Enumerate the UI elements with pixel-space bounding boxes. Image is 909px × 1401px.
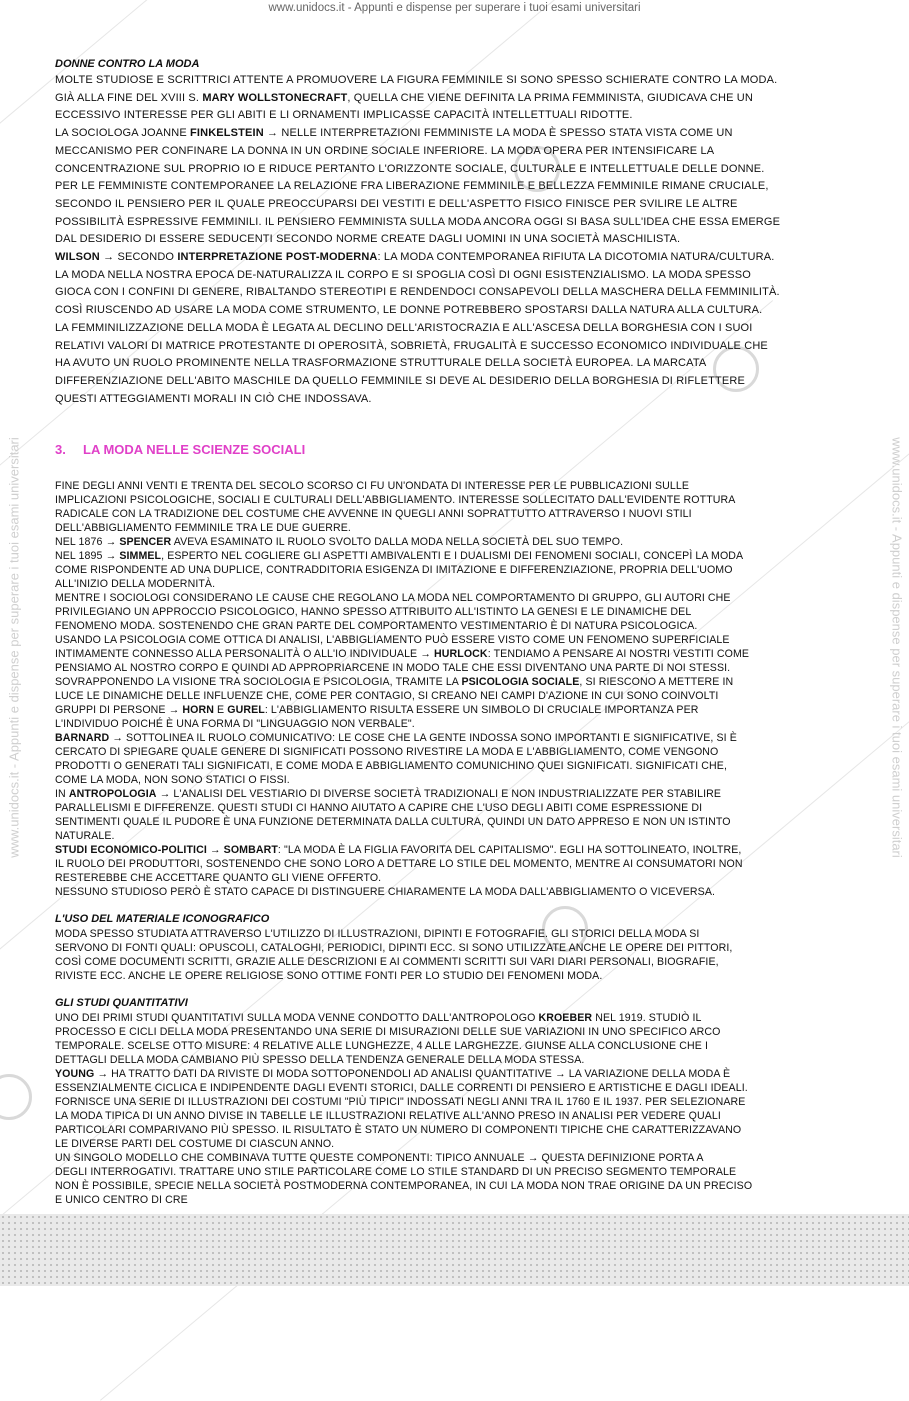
text-line: YOUNG → HA TRATTO DATI DA RIVISTE DI MODA SOTTOPONENDOLI AD ANALISI QUANTITATIVE → LA VARIAZIONE DELLA MODA È: [55, 1068, 731, 1081]
text-line: POSSIBILITÀ ESPRESSIVE FEMMINILI. IL PENSIERO FEMMINISTA SULLA MODA ANCORA OGGI SI BASA SULL'IDEA CHE ESSA EMERGE: [55, 215, 781, 228]
text-line: NON È POSSIBILE, SPECIE NELLA SOCIETÀ POSTMODERNA CONTEMPORANEA, IN CUI LA MODA NON TRAE ORIGINE DA UN PRECISO: [55, 1180, 753, 1193]
chapter-number: 3.: [55, 442, 66, 458]
text-line: NESSUNO STUDIOSO PERÒ È STATO CAPACE DI DISTINGUERE CHIARAMENTE LA MODA DALL'ABBIGLIAMENTO O VICEVERSA.: [55, 886, 716, 899]
text-line: RADICALE CON LA TRADIZIONE DEL COSTUME CHE AVVENNE IN QUEGLI ANNI SOPRATTUTTO ATTRAVERSO I NUOVI STILI: [55, 508, 692, 521]
text-line: UNO DEI PRIMI STUDI QUANTITATIVI SULLA MODA VENNE CONDOTTO DALL'ANTROPOLOGO KROEBER NEL 1919. STUDIÒ IL: [55, 1012, 702, 1025]
text-line: HA AVUTO UN RUOLO PROMINENTE NELLA TRASFORMAZIONE STRUTTURALE DELLA SOCIETÀ EUROPEA. LA MARCATA: [55, 357, 707, 370]
text-line: SERVONO DI FONTI QUALI: OPUSCOLI, CATALOGHI, PERIODICI, DIPINTI ECC. SI SONO UTILIZZATE ANCHE LE OPERE DEI PITTORI,: [55, 942, 733, 955]
text-line: PRODOTTI O GENERATI TALI SIGNIFICATI, E COME MODA E ABBIGLIAMENTO COMUNICHINO QUEI SIGNIFICATI. SIGNIFICATI CHE,: [55, 760, 728, 773]
section-iconografico-paragraph: [55, 927, 855, 983]
text-line: ECCESSIVO INTERESSE PER GLI ABITI E LI ORNAMENTI IMPLICASSE CAPACITÀ INTELLETTUALI RIDOTTE.: [55, 109, 633, 122]
text-line: ALL'INIZIO DELLA MODERNITÀ.: [55, 578, 216, 591]
watermark-left-side: www.unidocs.it - Appunti e dispense per superare i tuoi esami universitari: [6, 437, 22, 858]
text-line: COME LA MODA, NON SONO STATICI O FISSI.: [55, 774, 290, 787]
text-line: E UNICO CENTRO DI CRE: [55, 1194, 188, 1207]
text-line: PARTICOLARI COMPARIVANO PIÙ SPESSO. IL RISULTATO È STATO UN NUMERO DI COMPONENTI TIPICHE CHE CARATTERIZZAVANO: [55, 1124, 742, 1137]
watermark-right-side: www.unidocs.it - Appunti e dispense per superare i tuoi esami universitari: [889, 437, 905, 858]
text-line: COSÌ COME DOCUMENTI SCRITTI, GRAZIE ALLE DESCRIZIONI E AI COMMENTI SCRITTI SUI VARI DIARI PERSONALI, BIOGRAFIE,: [55, 956, 719, 969]
text-line: COSÌ RIUSCENDO AD USARE LA MODA COME STRUMENTO, LE DONNE POTREBBERO SPOSTARSI DALLA NATURA ALLA CULTURA.: [55, 304, 763, 317]
text-line: PER LE FEMMINISTE CONTEMPORANEE LA RELAZIONE FRA LIBERAZIONE FEMMINILE E BELLEZZA FEMMINILE RIMANE CRUCIALE,: [55, 180, 769, 193]
text-line: USANDO LA PSICOLOGIA COME OTTICA DI ANALISI, L'ABBIGLIAMENTO PUÒ ESSERE VISTO COME UN FENOMENO SUPERFICIALE: [55, 634, 730, 647]
text-line: STUDI ECONOMICO-POLITICI → SOMBART: "LA MODA È LA FIGLIA FAVORITA DEL CAPITALISMO". EGLI HA SOTTOLINEATO, INOLTRE,: [55, 844, 742, 857]
text-line: DIFFERENZIAZIONE DELL'ABITO MASCHILE DA QUELLO FEMMINILE SI DEVE AL DESIDERIO DELLA BORGHESIA DI RIFLETTERE: [55, 374, 745, 387]
text-line: GIOCA CON I CONFINI DI GENERE, RIBALTANDO STEREOTIPI E RENDENDOCI CONSAPEVOLI DELLA MASCHERA DELLA FEMMINILITÀ.: [55, 286, 780, 299]
text-line: MODA SPESSO STUDIATA ATTRAVERSO L'UTILIZZO DI ILLUSTRAZIONI, DIPINTI E FOTOGRAFIE. GLI STORICI DELLA MODA SI: [55, 928, 700, 941]
text-line: NATURALE.: [55, 830, 115, 843]
text-line: RIVISTE ECC. ANCHE LE OPERE RELIGIOSE SONO OTTIME FONTI PER LO STUDIO DEI FENOMENI MODA.: [55, 970, 603, 983]
text-line: LA MODA NELLA NOSTRA EPOCA DE-NATURALIZZA IL CORPO E SI SPOGLIA COSÌ DI OGNI ESISTENZIALISMO. LA MODA SPESSO: [55, 268, 751, 281]
section-title-quantitativi: GLI STUDI QUANTITATIVI: [55, 997, 188, 1010]
text-line: FORNISCE UNA SERIE DI ILLUSTRAZIONI DEI COSTUMI "PIÙ TIPICI" INDOSSATI NEGLI ANNI TRA IL 1760 E IL 1937. PER SELEZIONARE: [55, 1096, 746, 1109]
text-line: IN ANTROPOLOGIA → L'ANALISI DEL VESTIARIO DI DIVERSE SOCIETÀ TRADIZIONALI E NON INDUSTRIALIZZATE PER STABILIRE: [55, 788, 722, 801]
text-line: SECONDO IL PENSIERO PER IL QUALE PREOCCUPARSI DEI VESTITI E DELL'ASPETTO FISICO FINISCE PER SVILIRE LE ALTRE: [55, 197, 738, 210]
text-line: GRUPPI DI PERSONE → HORN E GUREL: L'ABBIGLIAMENTO RISULTA ESSERE UN SIMBOLO DI CRUCIALE IMPORTANZA PER: [55, 704, 699, 717]
chapter-title: LA MODA NELLE SCIENZE SOCIALI: [83, 442, 306, 458]
text-line: PROCESSO E CICLI DELLA MODA PRESENTANDO UNA SERIE DI MISURAZIONI DELLE SUE VARIAZIONI IN UNO SPECIFICO ARCO: [55, 1026, 721, 1039]
text-line: FINE DEGLI ANNI VENTI E TRENTA DEL SECOLO SCORSO CI FU UN'ONDATA DI INTERESSE PER LE PUBBLICAZIONI SULLE: [55, 480, 690, 493]
text-line: INTIMAMENTE CONNESSO ALLA PERSONALITÀ O ALL'IO INDIVIDUALE → HURLOCK: TENDIAMO A PENSARE AI NOSTRI VESTITI COME: [55, 648, 750, 661]
text-line: WILSON → SECONDO INTERPRETAZIONE POST-MODERNA: LA MODA CONTEMPORANEA RIFIUTA LA DICOTOMIA NATURA/CULTURA.: [55, 251, 775, 264]
text-line: BARNARD → SOTTOLINEA IL RUOLO COMUNICATIVO: LE COSE CHE LA GENTE INDOSSA SONO IMPORTANTI E SIGNIFICATIVE, SI È: [55, 732, 737, 745]
text-line: PRIVILEGIANO UN APPROCCIO PSICOLOGICO, HANNO SPESSO ATTRIBUITO ALL'ISTINTO LA GENESI E LE DINAMICHE DEL: [55, 606, 692, 619]
text-line: LA SOCIOLOGA JOANNE FINKELSTEIN → NELLE INTERPRETAZIONI FEMMINISTE LA MODA È SPESSO STATA VISTA COME UN: [55, 127, 733, 140]
text-line: QUESTI ATTEGGIAMENTI MORALI IN CIÒ CHE INDOSSAVA.: [55, 392, 372, 405]
text-line: NEL 1876 → SPENCER AVEVA ESAMINATO IL RUOLO SVOLTO DALLA MODA NELLA SOCIETÀ DEL SUO TEMPO.: [55, 536, 624, 549]
text-line: LA FEMMINILIZZAZIONE DELLA MODA È LEGATA AL DECLINO DELL'ARISTOCRAZIA E ALL'ASCESA DELLA BORGHESIA CON I SUOI: [55, 321, 753, 334]
document-body: [55, 58, 855, 1207]
text-line: ESSENZIALMENTE CICLICA E INDIPENDENTE DAGLI EVENTI STORICI, DALLE CORRENTI DI PENSIERO E ARTISTICHE E DAGLI IDEALI.: [55, 1082, 748, 1095]
text-line: IMPLICAZIONI PSICOLOGICHE, SOCIALI E CULTURALI DELL'ABBIGLIAMENTO. INTERESSE SOLLECITATO DALL'EVIDENTE ROTTURA: [55, 494, 736, 507]
text-line: IL RUOLO DEI PRODUTTORI, SOSTENENDO CHE SONO LORO A DETTARE LO STILE DEL MOMENTO, MENTRE AI CONSUMATORI NON: [55, 858, 743, 871]
text-line: DETTAGLI DELLA MODA CAMBIANO PIÙ SPESSO DELLA TENDENZA GENERALE DELLA MODA STESSA.: [55, 1054, 585, 1067]
chapter-heading: [55, 442, 855, 457]
section-quantitativi-paragraph: [55, 1011, 855, 1207]
text-line: LA MODA TIPICA DI UN ANNO DIVISE IN TABELLE LE ILLUSTRAZIONI RELATIVE ALL'ANNO PRESO IN ANALISI PER VEDERE QUALI: [55, 1110, 721, 1123]
text-line: MENTRE I SOCIOLOGI CONSIDERANO LE CAUSE CHE REGOLANO LA MODA NEL COMPORTAMENTO DI GRUPPO, GLI AUTORI CHE: [55, 592, 731, 605]
section-scienze-paragraph: [55, 479, 855, 899]
text-line: NEL 1895 → SIMMEL, ESPERTO NEL COGLIERE GLI ASPETTI AMBIVALENTI E I DUALISMI DEI FENOMENI SOCIALI, CONCEPÌ LA MODA: [55, 550, 744, 563]
text-line: DEGLI INTERROGATIVI. TRATTARE UNO STILE PARTICOLARE COME LO STILE STANDARD DI UN PRECISO SEGMENTO TEMPORALE: [55, 1166, 737, 1179]
section-title-donne: DONNE CONTRO LA MODA: [55, 58, 200, 70]
text-line: UN SINGOLO MODELLO CHE COMBINAVA TUTTE QUESTE COMPONENTI: TIPICO ANNUALE → QUESTA DEFINIZIONE PORTA A: [55, 1152, 704, 1165]
text-line: RELATIVI VALORI DI MATRICE PROTESTANTE DI OPEROSITÀ, SOBRIETÀ, FRUGALITÀ E SUCCESSO ECONOMICO INDIVIDUALE CHE: [55, 339, 768, 352]
text-line: TEMPORALE. SCELSE OTTO MISURE: 4 RELATIVE ALLE LUNGHEZZE, 4 ALLE LARGHEZZE. GIUNSE ALLA CONCLUSIONE CHE I: [55, 1040, 708, 1053]
text-line: COME RISPONDENTE AD UNA DUPLICE, CONTRADDITORIA ESIGENZA DI IMITAZIONE E DIFFERENZIAZIONE, PROPRIA DELL'UOMO: [55, 564, 733, 577]
text-line: MOLTE STUDIOSE E SCRITTRICI ATTENTE A PROMUOVERE LA FIGURA FEMMINILE SI SONO SPESSO SCHIERATE CONTRO LA MODA.: [55, 74, 778, 86]
text-line: SENTIMENTI QUALE IL PUDORE È UNA FUNZIONE DETERMINATA DALLA CULTURA, QUINDI UN DATO APPRESO E NON UN ISTINTO: [55, 816, 731, 829]
page-cut-overlay: [0, 1214, 909, 1286]
text-line: RESTEREBBE CHE ACCETTARE QUANTO GLI VIENE OFFERTO.: [55, 872, 382, 885]
text-line: PARALLELISMI E DIFFERENZE. QUESTI STUDI CI HANNO AIUTATO A CAPIRE CHE L'USO DEGLI ABITI COME ESPRESSIONE DI: [55, 802, 703, 815]
text-line: LUCE LE DINAMICHE DELLE INFLUENZE CHE, COME PER CONTAGIO, SI CREANO NEI CAMPI D'AZIONE IN CUI SONO COINVOLTI: [55, 690, 719, 703]
watermark-top-banner: www.unidocs.it - Appunti e dispense per superare i tuoi esami universitari: [268, 2, 641, 14]
section-donne-paragraph: [55, 72, 855, 408]
text-line: CONCENTRAZIONE SUL PROPRIO IO E RIDUCE PERTANTO L'ORIZZONTE SOCIALE, CULTURALE E INTELLETTUALE DELLE DONNE.: [55, 162, 765, 175]
text-line: L'INDIVIDUO POICHÉ È UNA FORMA DI "LINGUAGGIO NON VERBALE".: [55, 718, 415, 731]
text-line: LE DIVERSE PARTI DEL COSTUME DI CIASCUN ANNO.: [55, 1138, 335, 1151]
text-line: GIÀ ALLA FINE DEL XVIII S. MARY WOLLSTONECRAFT, QUELLA CHE VIENE DEFINITA LA PRIMA FEMMINISTA, GIUDICAVA CHE UN: [55, 91, 753, 104]
text-line: SOVRAPPONENDO LA VISIONE TRA SOCIOLOGIA E PSICOLOGIA, TRAMITE LA PSICOLOGIA SOCIALE, SI RIESCONO A METTERE IN: [55, 676, 734, 689]
text-line: CERCATO DI SPIEGARE QUALE GENERE DI SIGNIFICATI POSSONO RIVESTIRE LA MODA E L'ABBIGLIAMENTO, COME VENGONO: [55, 746, 719, 759]
text-line: PENSIAMO AL NOSTRO CORPO E QUINDI AD APPROPRIARCENE IN MODO TALE CHE ESSI DIVENTANO UNA PARTE DI NOI STESSI.: [55, 662, 731, 675]
text-line: FENOMENO MODA. SOSTENENDO CHE GRAN PARTE DEL COMPORTAMENTO VESTIMENTARIO È DI NATURA PSICOLOGICA.: [55, 620, 698, 633]
text-line: DAL DESIDERIO DI ESSERE SEDUCENTI SECONDO NORME CREATE DAGLI UOMINI IN UNA SOCIETÀ MASCHILISTA.: [55, 233, 681, 246]
text-line: DELL'ABBIGLIAMENTO FEMMINILE TRA LE DUE GUERRE.: [55, 522, 351, 535]
text-line: MECCANISMO PER CONFINARE LA DONNA IN UN ORDINE SOCIALE INFERIORE. LA MODA OPERA PER INTENSIFICARE LA: [55, 144, 715, 157]
section-title-iconografico: L'USO DEL MATERIALE ICONOGRAFICO: [55, 913, 270, 926]
